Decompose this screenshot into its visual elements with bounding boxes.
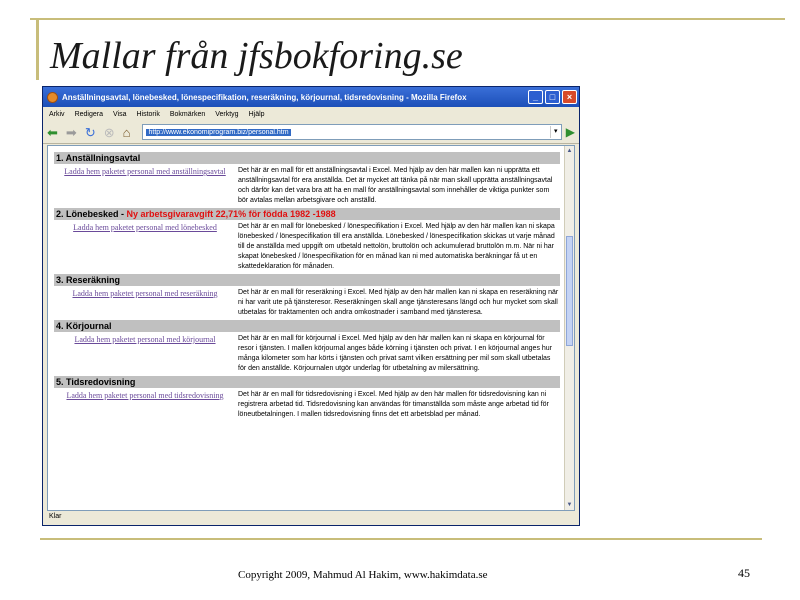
section-heading <box>54 274 560 286</box>
section-heading-note: Ny arbetsgivaravgift 22,71% för födda 1982 -1988 <box>126 209 336 219</box>
page-viewport <box>47 145 575 511</box>
section-heading <box>54 152 560 164</box>
menu-verktyg[interactable]: Verktyg <box>215 110 239 118</box>
section-body <box>54 388 560 420</box>
forward-arrow-icon[interactable]: ➡ <box>65 124 77 140</box>
scrollbar-thumb[interactable] <box>566 236 573 346</box>
minimize-button[interactable]: _ <box>528 90 543 104</box>
section-description: Det här är en mall för reseräkning i Excel. Med hjälp av den här mallen kan ni skapa en reseräkning när ni har varit ute på tjänsteresor. Reseräkningen skall ange tjänsteresans längd och hur mycket som skall utbetalas för traktamenten och andra omkostnader i samband med tjänsteresa. <box>238 289 559 316</box>
section-heading-text: 4. Körjournal <box>56 321 112 331</box>
section-heading <box>54 208 560 220</box>
section-heading-text: 2. Lönebesked - <box>56 209 127 219</box>
menu-redigera[interactable]: Redigera <box>74 110 103 118</box>
section-tidsredovisning <box>54 376 560 420</box>
section-reserakning <box>54 274 560 318</box>
navigation-toolbar <box>43 121 579 144</box>
back-arrow-icon[interactable]: ⬅ <box>47 124 58 140</box>
section-heading <box>54 320 560 332</box>
section-korjournal <box>54 320 560 374</box>
section-description: Det här är en mall för tidsredovisning i Excel. Med hjälp av den här mallen för tidsredovisning kan ni registrera arbetad tid. Tidsredovisning kan användas för timanställda som måste ange arbetad tid för löneutbetalningen. I mallen tidsredovisning finns det ett arbetsblad per månad. <box>238 391 549 418</box>
menu-bar <box>43 107 579 121</box>
download-link[interactable]: Ladda hem paketet personal med reseräkning <box>72 289 218 298</box>
menu-visa[interactable]: Visa <box>112 110 127 118</box>
page-number: 45 <box>738 566 750 580</box>
close-button[interactable]: × <box>562 90 577 104</box>
menu-historik[interactable]: Historik <box>136 110 160 118</box>
section-heading-text: 3. Reseräkning <box>56 275 121 285</box>
reload-icon[interactable]: ↻ <box>84 124 96 140</box>
url-text: http://www.ekonomiprogram.biz/personal.htm <box>148 128 289 136</box>
firefox-icon <box>47 92 58 103</box>
browser-window <box>42 86 580 526</box>
vertical-scrollbar[interactable] <box>564 146 574 510</box>
download-link[interactable]: Ladda hem paketet personal med tidsredovisning <box>66 391 224 400</box>
chevron-down-icon[interactable]: ▾ <box>550 126 561 138</box>
section-body <box>54 220 560 272</box>
scroll-down-icon[interactable]: ▼ <box>566 502 573 508</box>
menu-bokmarken[interactable]: Bokmärken <box>169 110 206 118</box>
section-description: Det här är en mall för lönebesked / lönespecifikation i Excel. Med hjälp av den här mallen kan ni skapa lönebesked / lönespecifikation till era anställda. Lönebesked / lönespecifikation skickas ut varje månad till de anställda med uppgift om utbetald nettolön, bruttolön och ackumulerad bruttolön m.m. När ni har skapat lönebesked / lönespecifikation för en månad kan ni med automatiska beräkningar få ut en skattedeklaration för månaden. <box>238 223 555 270</box>
section-description: Det här är en mall för ett anställningsavtal i Excel. Med hjälp av den här mallen kan ni upprätta ett anställningsavtal för era anställda. Det är mycket att tänka på när man skall upprätta anställningsavtal och därför kan det vara bra att ha en mall för anställningsavtal som innehåller de viktiga punkter som bör avtalas mellan arbetsgivare och anställd. <box>238 167 553 204</box>
scroll-up-icon[interactable]: ▲ <box>566 148 573 154</box>
section-heading-text: 5. Tidsredovisning <box>56 377 136 387</box>
section-heading <box>54 376 560 388</box>
address-bar[interactable] <box>142 124 561 140</box>
go-icon[interactable]: ▶ <box>565 125 575 139</box>
slide-title: Mallar från jfsbokforing.se <box>50 35 463 77</box>
section-body <box>54 332 560 374</box>
section-body <box>54 164 560 206</box>
stop-icon[interactable]: ⊗ <box>103 124 115 140</box>
download-link[interactable]: Ladda hem paketet personal med lönebesked <box>73 223 217 232</box>
section-lonebesked <box>54 208 560 272</box>
slide-left-rule <box>36 18 39 80</box>
maximize-button[interactable]: □ <box>545 90 560 104</box>
section-anstallningsavtal <box>54 152 560 206</box>
menu-hjalp[interactable]: Hjälp <box>248 110 265 118</box>
section-heading-text: 1. Anställningsavtal <box>56 153 141 163</box>
download-link[interactable]: Ladda hem paketet personal med körjournal <box>74 335 216 344</box>
menu-arkiv[interactable]: Arkiv <box>49 110 65 118</box>
download-link[interactable]: Ladda hem paketet personal med anställningsavtal <box>64 167 226 176</box>
section-description: Det här är en mall för körjournal i Excel. Med hjälp av den här mallen kan ni skapa en körjournal för resor i tjänsten. I mallen körjournal anges både körning i tjänsten och privat. I en körjournal anges hur många kilometer som har körts i tjänsten och privat samt vilken ersättning per mil som skall utbetalas för den anställde. Körjournalen utgör underlag för utbetalning av milersättning. <box>238 335 553 372</box>
section-body <box>54 286 560 318</box>
copyright-footer: Copyright 2009, Mahmud Al Hakim, www.hakimdata.se <box>238 569 488 581</box>
window-title: Anställningsavtal, lönebesked, lönespecifikation, reseräkning, körjournal, tidsredovisning - Mozilla Firefox <box>62 92 467 102</box>
browser-titlebar[interactable] <box>43 87 579 107</box>
slide-top-rule <box>30 18 785 20</box>
page-content <box>54 152 560 422</box>
slide-bottom-rule <box>40 538 762 540</box>
home-icon[interactable]: ⌂ <box>122 124 131 140</box>
status-bar: Klar <box>49 513 62 520</box>
